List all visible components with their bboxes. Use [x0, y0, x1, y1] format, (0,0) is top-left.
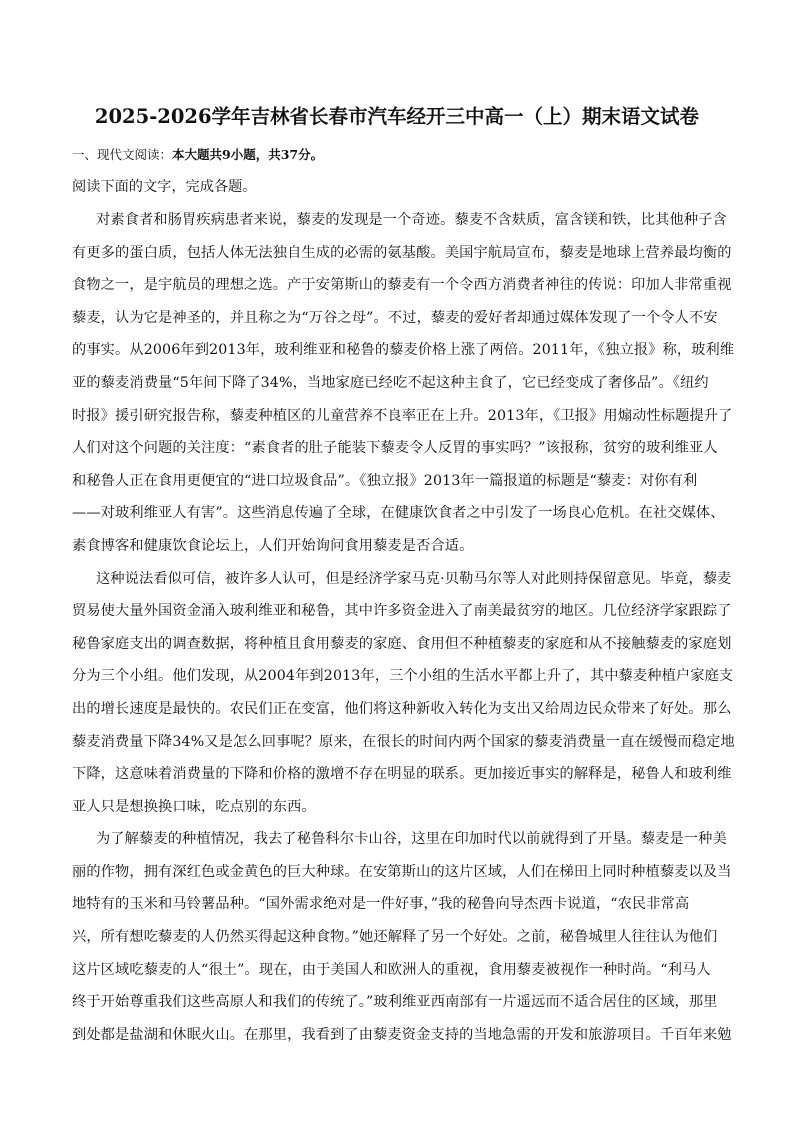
passage-line: 这种说法看似可信，被许多人认可，但是经济学家马克·贝勒马尔等人对此则持保留意见。毕竟，藜麦 — [96, 570, 732, 587]
section-info: 本大题共9小题，共37分。 — [172, 147, 324, 162]
exam-title: 2025-2026学年吉林省长春市汽车经开三中高一（上）期末语文试卷 — [94, 105, 700, 128]
passage-line: 地特有的玉米和马铃薯品种。“国外需求绝对是一件好事，”我的秘鲁向导杰西卡说道，“农民非常高 — [72, 896, 690, 913]
passage-line: 素食博客和健康饮食论坛上，人们开始询问食用藜麦是否合适。 — [72, 537, 474, 554]
passage-line: 这片区域吃藜麦的人“很土”。现在，由于美国人和欧洲人的重视，食用藜麦被视作一种时尚。“利马人 — [72, 961, 711, 978]
passage-line: 分为三个小组。他们发现，从2004年到2013年，三个小组的生活水平都上升了，其中藜麦种植户家庭支 — [72, 668, 734, 685]
reading-instruction: 阅读下面的文字，完成各题。 — [72, 179, 257, 195]
passage-line: 的事实。从2006年到2013年，玻利维亚和秘鲁的藜麦价格上涨了两倍。2011年，《独立报》称，玻利维 — [72, 342, 735, 359]
passage-line: 人们对这个问题的关注度：“素食者的肚子能装下藜麦令人反胃的事实吗？”该报称，贫穷的玻利维亚人 — [72, 440, 718, 457]
passage — [72, 204, 735, 1051]
passage-line: 出的增长速度是最快的。农民们正在变富，他们将这种新收入转化为支出又给周边民众带来了好处。那么 — [72, 700, 732, 717]
passage-line: 丽的作物，拥有深红色或金黄色的巨大种球。在安第斯山的这片区域，人们在梯田上同时种植藜麦以及当 — [72, 863, 732, 880]
passage-line: 贸易使大量外国资金涌入玻利维亚和秘鲁，其中许多资金进入了南美最贫穷的地区。几位经济学家跟踪了 — [72, 603, 732, 620]
passage-line: 亚的藜麦消费量“5年间下降了34%，当地家庭已经吃不起这种主食了，它已经变成了奢侈品”。《纽约 — [72, 374, 709, 391]
section-heading — [72, 146, 323, 164]
passage-line: 食物之一，是宇航员的理想之选。产于安第斯山的藜麦有一个令西方消费者神往的传说：印加人非常重视 — [72, 277, 732, 294]
passage-line: 秘鲁家庭支出的调查数据，将种植且食用藜麦的家庭、食用但不种植藜麦的家庭和从不接触藜麦的家庭划 — [72, 635, 732, 652]
passage-line: 和秘鲁人正在食用更便宜的“进口垃圾食品”。《独立报》2013年一篇报道的标题是“藜麦：对你有利 — [72, 472, 698, 489]
passage-line: 对素食者和肠胃疾病患者来说，藜麦的发现是一个奇迹。藜麦不含麸质，富含镁和铁，比其他种子含 — [96, 212, 727, 228]
passage-line: 到处都是盐湖和休眠火山。在那里，我看到了由藜麦资金支持的当地急需的开发和旅游项目。千百年来勉 — [72, 1026, 732, 1043]
passage-line: ——对玻利维亚人有害”。这些消息传遍了全球，在健康饮食者之中引发了一场良心危机。在社交媒体、 — [72, 505, 725, 522]
passage-line: 时报》援引研究报告称，藜麦种植区的儿童营养不良率正在上升。2013年，《卫报》用煽动性标题提升了 — [72, 407, 733, 424]
passage-line: 藜麦消费量下降34%又是怎么回事呢？原来，在很长的时间内两个国家的藜麦消费量一直在缓慢而稳定地 — [72, 733, 735, 750]
passage-line: 有更多的蛋白质，包括人体无法独自生成的必需的氨基酸。美国宇航局宣布，藜麦是地球上营养最均衡的 — [72, 244, 732, 261]
passage-line: 亚人只是想换换口味，吃点别的东西。 — [72, 798, 316, 815]
passage-line: 终于开始尊重我们这些高原人和我们的传统了。”玻利维亚西南部有一片遥远而不适合居住的区域，那里 — [72, 994, 718, 1011]
passage-line: 下降，这意味着消费量的下降和价格的激增不存在明显的联系。更加接近事实的解释是，秘鲁人和玻利维 — [72, 766, 732, 783]
passage-line: 为了解藜麦的种植情况，我去了秘鲁科尔卡山谷，这里在印加时代以前就得到了开垦。藜麦是一种美 — [96, 831, 727, 848]
section-label: 一、现代文阅读： — [72, 147, 173, 162]
passage-line: 藜麦，认为它是神圣的，并且称之为“万谷之母”。不过，藜麦的爱好者却通过媒体发现了一个令人不安 — [72, 309, 718, 326]
passage-line: 兴，所有想吃藜麦的人仍然买得起这种食物。”她还解释了另一个好处。之前，秘鲁城里人往往认为他们 — [72, 929, 718, 946]
